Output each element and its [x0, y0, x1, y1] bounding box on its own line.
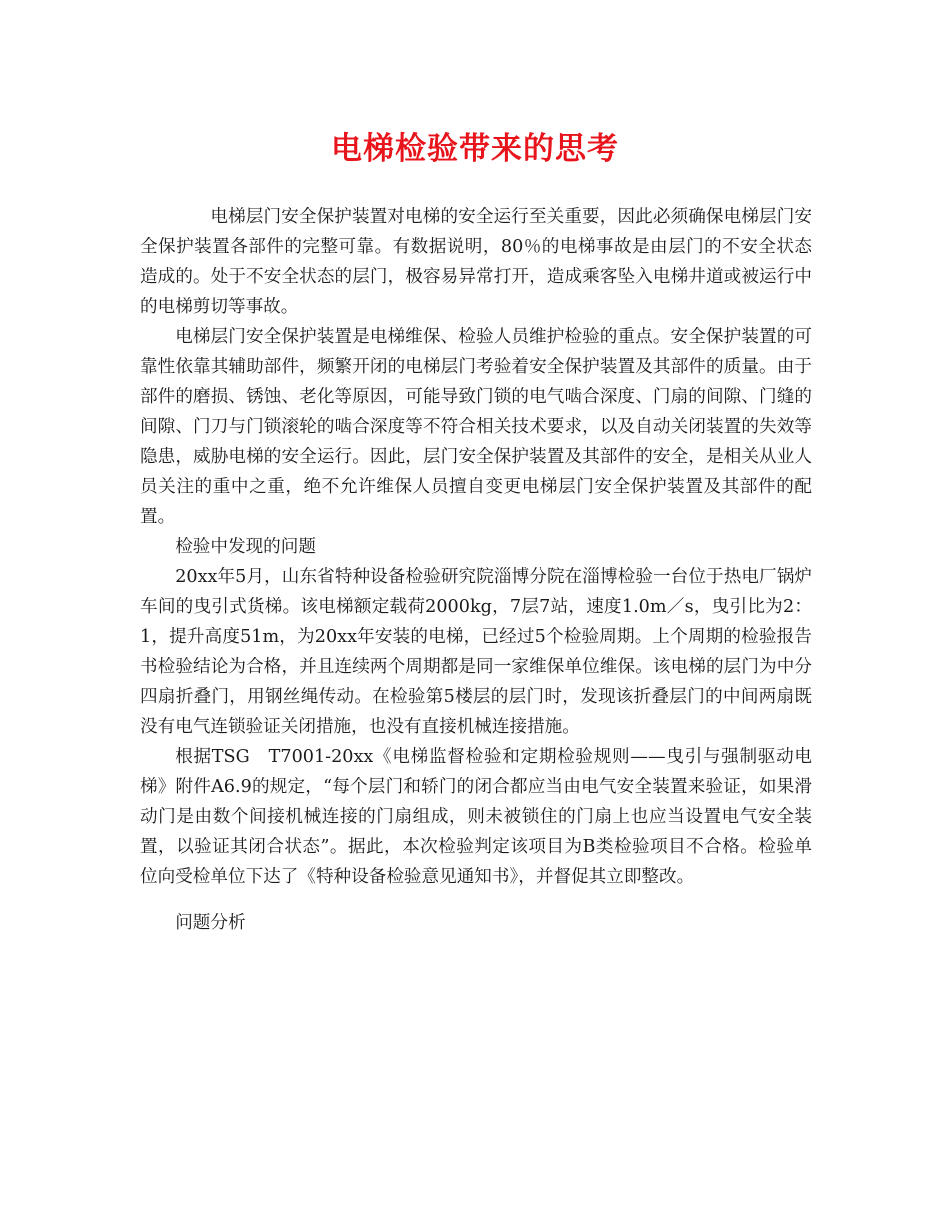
document-body [140, 202, 812, 938]
paragraph-intro: 电梯层门安全保护装置对电梯的安全运行至关重要，因此必须确保电梯层门安全保护装置各部件的完整可靠。有数据说明，80％的电梯事故是由层门的不安全状态造成的。处于不安全状态的层门，极容易异常打开，造成乘客坠入电梯井道或被运行中的电梯剪切等事故。 [140, 207, 812, 317]
paragraph-safety-devices: 电梯层门安全保护装置是电梯维保、检验人员维护检验的重点。安全保护装置的可靠性依靠其辅助部件，频繁开闭的电梯层门考验着安全保护装置及其部件的质量。由于部件的磨损、锈蚀、老化等原因，可能导致门锁的电气啮合深度、门扇的间隙、门缝的间隙、门刀与门锁滚轮的啮合深度等不符合相关技术要求，以及自动关闭装置的失效等隐患，威胁电梯的安全运行。因此，层门安全保护装置及其部件的安全，是相关从业人员关注的重中之重，绝不允许维保人员擅自变更电梯层门安全保护装置及其部件的配置。 [140, 327, 812, 527]
section-heading-problem-analysis: 问题分析 [175, 913, 246, 933]
paragraph-inspection-case: 20xx年5月，山东省特种设备检验研究院淄博分院在淄博检验一台位于热电厂锅炉车间的曳引式货梯。该电梯额定载荷2000kg，7层7站，速度1.0m／s，曳引比为2：1，提升高度51m，为20xx年安装的电梯，已经过5个检验周期。上个周期的检验报告书检验结论为合格，并且连续两个周期都是同一家维保单位维保。该电梯的层门为中分四扇折叠门，用钢丝绳传动。在检验第5楼层的层门时，发现该折叠层门的中间两扇既没有电气连锁验证关闭措施，也没有直接机械连接措施。 [140, 567, 812, 737]
document-title: 电梯检验带来的思考 [331, 131, 619, 167]
paragraph-regulation: 根据TSG T7001-20xx《电梯监督检验和定期检验规则——曳引与强制驱动电梯》附件A6.9的规定，“每个层门和轿门的闭合都应当由电气安全装置来验证，如果滑动门是由数个间接机械连接的门扇组成，则未被锁住的门扇上也应当设置电气安全装置，以验证其闭合状态”。据此，本次检验判定该项目为B类检验项目不合格。检验单位向受检单位下达了《特种设备检验意见通知书》，并督促其立即整改。 [140, 747, 812, 887]
section-heading-problems-found: 检验中发现的问题 [175, 537, 316, 557]
